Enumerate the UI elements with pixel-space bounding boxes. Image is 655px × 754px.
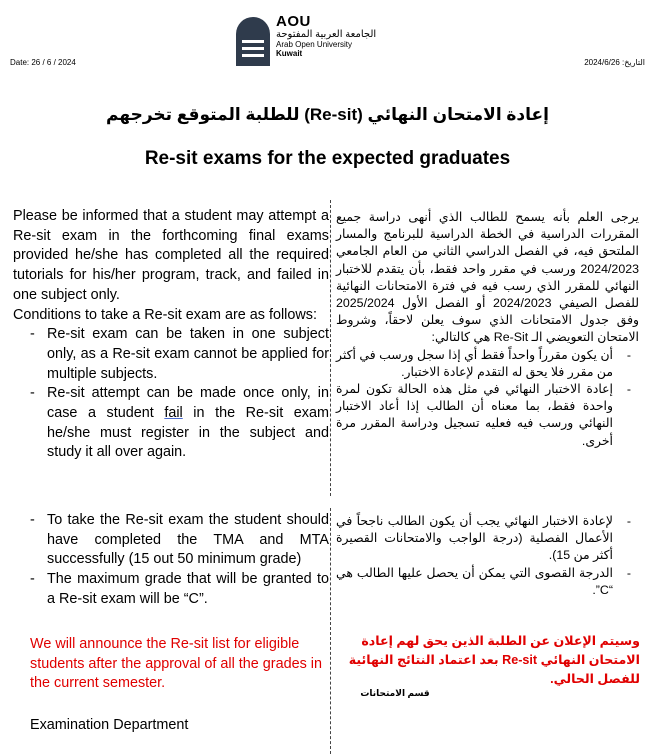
arabic-conditions-list — [336, 347, 639, 450]
english-conditions-more-list — [13, 511, 329, 610]
column-divider — [330, 200, 331, 496]
english-condition-2: - Re-sit attempt can be made once only, in case a student fail in the Re-sit exam he/she must register in the subject and study it all over again. — [13, 384, 329, 463]
fail-link[interactable]: fail — [164, 405, 183, 422]
date-arabic: التاريخ: 2024/6/26 — [584, 58, 645, 67]
arabic-title: إعادة الامتحان النهائي (Re-sit) للطلبة المتوقع تخرجهم — [106, 105, 549, 124]
english-condition-4: - The maximum grade that will be granted to a Re-sit exam will be “C”. — [13, 570, 329, 609]
english-conditions-more-section — [13, 511, 329, 610]
date-english: Date: 26 / 6 / 2024 — [10, 58, 76, 67]
arabic-condition-1: - أن يكون مقرراً واحداً فقط أي إذا سجل ورسب في أكثر من مقرر فلا يحق له التقدم لإعادة الاختبار. — [336, 347, 639, 381]
arabic-signature: قسم الامتحانات — [360, 688, 430, 698]
arabic-condition-2: - إعادة الاختبار النهائي في مثل هذه الحالة تكون لمرة واحدة فقط، بما معناه أن الطالب إذا أعاد الاختبار النهائي ورسب فيه فعليه تسجيل ودراسة المقرر مرة أخرى. — [336, 381, 639, 450]
arabic-conditions-more-list — [336, 513, 639, 599]
arabic-condition-3: - لإعادة الاختبار النهائي يجب أن يكون الطالب ناجحاً في الأعمال الفصلية (درجة الواجب والامتحانات القصيرة أكثر من 15). — [336, 513, 639, 565]
english-condition-3: - To take the Re-sit exam the student should have completed the TMA and MTA successfully (15 out 50 minimum grade) — [13, 511, 329, 570]
english-signature: Examination Department — [30, 717, 189, 733]
logo-country: Kuwait — [276, 49, 303, 58]
english-condition-1: - Re-sit exam can be taken in one subject only, as a Re-sit exam cannot be applied for multiple subjects. — [13, 325, 329, 384]
english-announcement: We will announce the Re-sit list for eligible students after the approval of all the grades in the current semester. — [30, 636, 322, 691]
column-divider — [330, 508, 331, 754]
arabic-intro-section — [336, 209, 639, 450]
logo-arabic-name: الجامعة العربية المفتوحة — [276, 29, 377, 40]
english-intro-section — [13, 207, 329, 463]
arabic-conditions-more-section — [336, 513, 639, 599]
arabic-announcement: وسيتم الإعلان عن الطلبة الذين يحق لهم إعادة الامتحان النهائي Re-sit بعد اعتماد النتائج النهائية للفصل الحالي. — [348, 634, 640, 686]
aou-logo-icon — [236, 16, 270, 66]
english-intro: Please be informed that a student may attempt a Re-sit exam in the forthcoming final exams provided he/she has completed all the required tutorials for his/her program, track, and failed in one subject only. — [13, 208, 329, 303]
logo-english-name: Arab Open University — [276, 40, 353, 49]
arabic-condition-4: - الدرجة القصوى التي يمكن أن يحصل عليها الطالب هي “C”. — [336, 565, 639, 599]
english-conditions-heading: Conditions to take a Re-sit exam are as follows: — [13, 306, 317, 323]
aou-logo — [236, 14, 406, 70]
logo-abbreviation: AOU — [276, 13, 311, 30]
arabic-intro: يرجى العلم بأنه يسمح للطالب الذي أنهى دراسة جميع المقررات الدراسية في الخطة الدراسية للبرنامج والمسار الملتحق فيه، في الفصل الدراسي الثاني من العام الجامعي 2024/2023 ورسب في مقرر واحد فقط، بأن يتقدم للاختبار النهائي للمقرر الذي رسب فيه في فترة الامتحانات النهائية للفصل الصيفي 2024/2023 أو الفصل الأول 2025/2024 وفق جدول الامتحانات الذي سوف يعلن لاحقاً، وشروط الامتحان التعويضي الـ Re-Sit هي كالتالي: — [336, 210, 639, 345]
english-title: Re-sit exams for the expected graduates — [144, 148, 511, 169]
english-conditions-list — [13, 325, 329, 463]
